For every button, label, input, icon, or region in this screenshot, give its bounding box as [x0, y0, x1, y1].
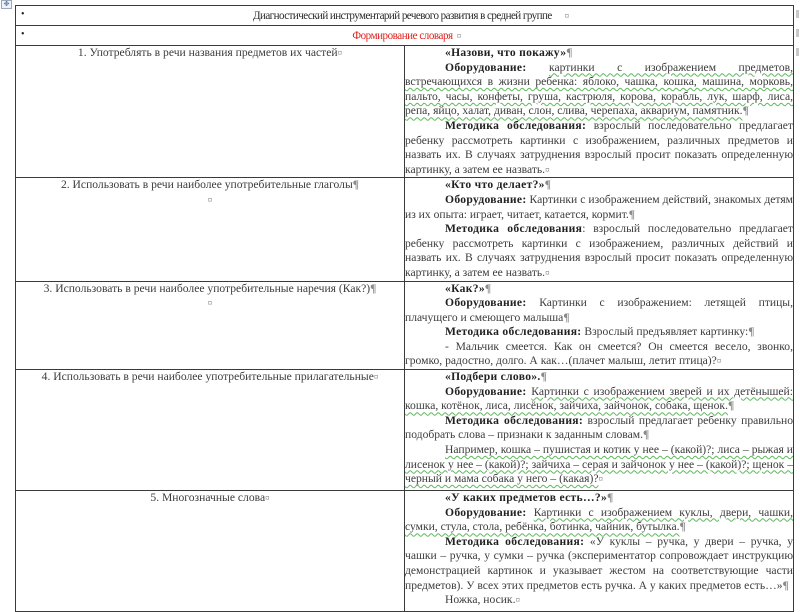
- method-cell[interactable]: [405, 46, 794, 178]
- pilcrow-icon: ¶: [352, 178, 360, 192]
- cell-end-mark-icon: ¤: [598, 474, 603, 485]
- table-row: [16, 370, 794, 491]
- method-text: взрослый предлагает ребенку правильно подобрать слова – признаки к заданным словам.: [405, 413, 794, 442]
- method-label: Методика обследования:: [445, 413, 584, 427]
- cell-end-mark-icon: ¤: [515, 595, 520, 606]
- skill-cell[interactable]: [16, 281, 405, 370]
- method-text: взрослый последовательно предлагает ребенку рассмотреть картинки с изображением, различных предметов и назвать их. В случаях затруднения взрослый просит показать определенную картинку, а затем ее назвать.: [405, 118, 793, 176]
- pilcrow-icon: ¶: [607, 491, 614, 505]
- table-row: [16, 46, 794, 178]
- pilcrow-icon: ¶: [727, 399, 735, 413]
- equipment-paragraph: [405, 193, 793, 222]
- equipment-label: Оборудование:: [445, 192, 527, 206]
- method-paragraph: [405, 119, 793, 177]
- equipment-label: Оборудование:: [445, 505, 527, 519]
- equipment-paragraph: [405, 296, 793, 325]
- skill-text: 1. Употреблять в речи названия предметов их частей: [77, 46, 338, 59]
- bullet-icon: •: [21, 9, 25, 20]
- equipment-paragraph: [405, 385, 793, 414]
- row-end-marker: [796, 29, 799, 37]
- method-text: Взрослый предъявляет картинку:: [584, 325, 749, 339]
- section-heading: Формирование словаря: [352, 28, 453, 42]
- example-paragraph: [405, 443, 793, 487]
- document-title-cell: [16, 6, 794, 26]
- method-cell[interactable]: [405, 370, 794, 491]
- table-move-handle-icon[interactable]: ✥: [1, 0, 12, 9]
- cell-end-mark-icon: ¤: [207, 298, 213, 308]
- pilcrow-icon: ¶: [748, 325, 755, 339]
- cell-end-mark-icon: ¤: [337, 48, 343, 58]
- cell-end-mark-icon: ¤: [564, 11, 570, 21]
- pilcrow-icon: ¶: [370, 281, 377, 295]
- skill-cell[interactable]: [16, 178, 405, 281]
- skill-text: 4. Использовать в речи наиболее употребительные прилагательные: [41, 370, 374, 384]
- game-title: «Как?»¶: [445, 281, 492, 295]
- equipment-paragraph: [405, 506, 793, 535]
- equipment-paragraph: [405, 61, 793, 119]
- section-heading-cell: [16, 26, 794, 46]
- pilcrow-icon: ¶: [563, 310, 570, 324]
- equipment-text: Картинки с изображением: летящей птицы, плачущего и смеющего малыша: [405, 296, 793, 324]
- example-text: Ножка, носик.: [445, 593, 516, 607]
- pilcrow-icon: ¶: [484, 281, 492, 295]
- pilcrow-icon: ¶: [566, 46, 573, 59]
- cell-end-mark-icon: ¤: [716, 356, 722, 367]
- document-title: Диагностический инструментарий речевого развития в средней группе: [252, 8, 552, 22]
- method-text: «У куклы – ручка, у двери – ручка, у чашки – ручка, у сумки – ручка (экспериментатор сопровождает инструкцию демонстрацией картинок и указывает жестом на соответствующие части предметов). У всех этих предметов есть ручка. А у каких предметов есть…»: [405, 534, 793, 592]
- pilcrow-icon: ¶: [742, 104, 749, 118]
- game-title: «Назови, что покажу»¶: [445, 46, 573, 59]
- skill-text: 2. Использовать в речи наиболее употребительные глаголы: [60, 178, 353, 192]
- skill-cell[interactable]: [16, 46, 405, 178]
- pilcrow-icon: ¶: [642, 428, 650, 442]
- cell-end-mark-icon: ¤: [207, 194, 213, 205]
- equipment-label: Оборудование:: [445, 384, 527, 398]
- equipment-label: Оборудование:: [445, 60, 527, 74]
- skill-cell[interactable]: [16, 370, 405, 491]
- pilcrow-icon: ¶: [544, 178, 552, 192]
- table-row: [16, 178, 794, 281]
- example-paragraph: [405, 593, 793, 608]
- table-header-row: [16, 6, 794, 26]
- method-paragraph: [405, 222, 793, 280]
- bullet-icon: •: [21, 29, 25, 40]
- section-header-row: [16, 26, 794, 46]
- skill-text: 5. Многозначные слова: [150, 491, 266, 505]
- method-label: Методика обследования:: [445, 534, 585, 548]
- skill-cell[interactable]: [16, 491, 405, 612]
- method-paragraph: [405, 325, 793, 340]
- game-title: «Подбери слово».¶: [445, 370, 548, 384]
- method-cell[interactable]: [405, 178, 794, 281]
- equipment-text: Картинки с изображением действий, знакомых детям из их опыта: играет, читает, катается, кормит.: [405, 192, 793, 221]
- cell-end-mark-icon: ¤: [545, 164, 550, 175]
- method-label: Методика обследования:: [445, 325, 582, 339]
- equipment-text: картинки с изображением предметов, встречающихся в жизни ребенка: яблоко, чашка, кошка, машина, морковь, пальто, часы, конфеты, груша, кастрюля, корова, корабль, лук, шарф, лиса, репа, яйцо, халат, диван, слон, слива, черепаха, аквариум, памятник.: [405, 60, 793, 118]
- diagnostic-table: [15, 5, 794, 612]
- table-row: [16, 281, 794, 370]
- cell-end-mark-icon: ¤: [456, 31, 462, 41]
- game-title: «Кто что делает?»¶: [445, 178, 552, 192]
- equipment-text: Картинки с изображением зверей и их детёнышей: кошка, котёнок, лиса, лисёнок, зайчиха, зайчонок, собака, щенок.: [405, 384, 793, 413]
- method-label: Методика обследования:: [445, 118, 587, 132]
- example-text: Например, кошка – пушистая и котик у нее – (какой)?; лиса – рыжая и лисенок у нее – (какой)?; зайчиха – серая и зайчонок у нее – (какой)?; щенок – черный и мама собака у него – (какая)?: [405, 443, 793, 486]
- row-end-marker: [796, 10, 799, 18]
- example-text: - Мальчик смеется. Как он смеется? Он смеется весело, звонко, громко, радостно, долго. А как…(плачет малыш, летит птица)?: [405, 339, 793, 368]
- cell-end-mark-icon: ¤: [265, 493, 270, 504]
- game-title: «У каких предметов есть…?»¶: [445, 491, 614, 505]
- method-text: : взрослый последовательно предлагает ребенку рассмотреть картинки с изображением, различных действий и назвать их. В случаях затруднения взрослый просит показать определенную картинку, а затем ее назвать.: [405, 222, 793, 279]
- equipment-text: Картинки с изображением куклы, двери, чашки, сумки, стула, стола, ребёнка, ботинка, чайник, бутылка.: [405, 505, 793, 534]
- pilcrow-icon: ¶: [540, 370, 548, 384]
- method-cell[interactable]: [405, 281, 794, 370]
- skill-text: 3. Использовать в речи наиболее употребительные наречия (Как?): [43, 281, 371, 295]
- example-paragraph: [405, 340, 793, 369]
- row-end-marker: [796, 48, 799, 56]
- cell-end-mark-icon: ¤: [545, 267, 550, 278]
- method-label: Методика обследования: [445, 222, 583, 236]
- method-paragraph: [405, 414, 793, 443]
- method-cell[interactable]: [405, 491, 794, 612]
- table-row: [16, 491, 794, 612]
- pilcrow-icon: ¶: [628, 207, 636, 221]
- cell-end-mark-icon: ¤: [373, 372, 379, 383]
- pilcrow-icon: ¶: [782, 578, 789, 592]
- method-paragraph: [405, 535, 793, 593]
- equipment-label: Оборудование:: [445, 296, 527, 310]
- pilcrow-icon: ¶: [679, 520, 686, 534]
